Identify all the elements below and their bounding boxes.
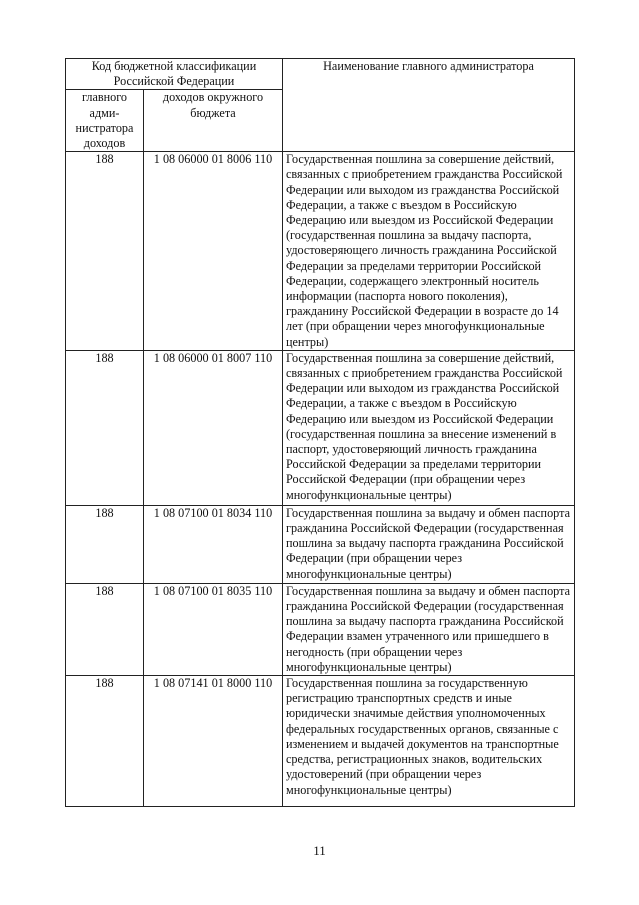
header-budget-code-group: Код бюджетной классификации Российской Федерации [66, 59, 283, 90]
page-number: 11 [313, 843, 326, 858]
header-district-income: доходов окружного бюджета [144, 90, 283, 152]
budget-classification-table [65, 58, 575, 807]
table-row [66, 350, 575, 505]
cell-income-code: 1 08 07141 01 8000 110 [144, 676, 283, 807]
cell-admin-code: 188 [66, 350, 144, 505]
table-row [66, 152, 575, 351]
header-chief-admin: главного адми-нистратора доходов [66, 90, 144, 152]
cell-admin-code: 188 [66, 152, 144, 351]
table-row [66, 676, 575, 807]
cell-income-code: 1 08 07100 01 8035 110 [144, 583, 283, 675]
cell-admin-name: Государственная пошлина за выдачу и обмен паспорта гражданина Российской Федерации (государственная пошлина за выдачу паспорта гражданина Российской Федерации взамен утраченного или пришедшего в негодность (при обращении через многофункциональные центры) [283, 583, 575, 675]
cell-income-code: 1 08 06000 01 8007 110 [144, 350, 283, 505]
cell-income-code: 1 08 07100 01 8034 110 [144, 505, 283, 583]
cell-admin-name: Государственная пошлина за совершение действий, связанных с приобретением гражданства Российской Федерации или выходом из гражданства Российской Федерации, а также с въездом в Российскую Федерацию или выездом из Российской Федерации (государственная пошлина за внесение изменений в паспорт, удостоверяющий личность гражданина Российской Федерации за пределами территории Российской Федерации (при обращении через многофункциональные центры) [283, 350, 575, 505]
cell-admin-code: 188 [66, 583, 144, 675]
header-admin-name: Наименование главного администратора [283, 59, 575, 152]
header-row-group [66, 59, 575, 90]
table-row [66, 505, 575, 583]
cell-admin-code: 188 [66, 676, 144, 807]
cell-admin-code: 188 [66, 505, 144, 583]
table-row [66, 583, 575, 675]
cell-admin-name: Государственная пошлина за совершение действий, связанных с приобретением гражданства Российской Федерации или выходом из гражданства Российской Федерации, а также с въездом в Российскую Федерацию или выездом из Российской Федерации (государственная пошлина за выдачу паспорта, удостоверяющего личность гражданина Российской Федерации за пределами территории Российской Федерации, содержащего электронный носитель информации (паспорта нового поколения), гражданину Российской Федерации в возрасте до 14 лет (при обращении через многофункциональные центры) [283, 152, 575, 351]
cell-admin-name: Государственная пошлина за государственную регистрацию транспортных средств и иные юридически значимые действия уполномоченных федеральных государственных органов, связанные с изменением и выдачей документов на транспортные средства, регистрационных знаков, водительских удостоверений (при обращении через многофункциональные центры) [283, 676, 575, 807]
cell-admin-name: Государственная пошлина за выдачу и обмен паспорта гражданина Российской Федерации (государственная пошлина за выдачу паспорта гражданина Российской Федерации (при обращении через многофункциональные центры) [283, 505, 575, 583]
cell-income-code: 1 08 06000 01 8006 110 [144, 152, 283, 351]
